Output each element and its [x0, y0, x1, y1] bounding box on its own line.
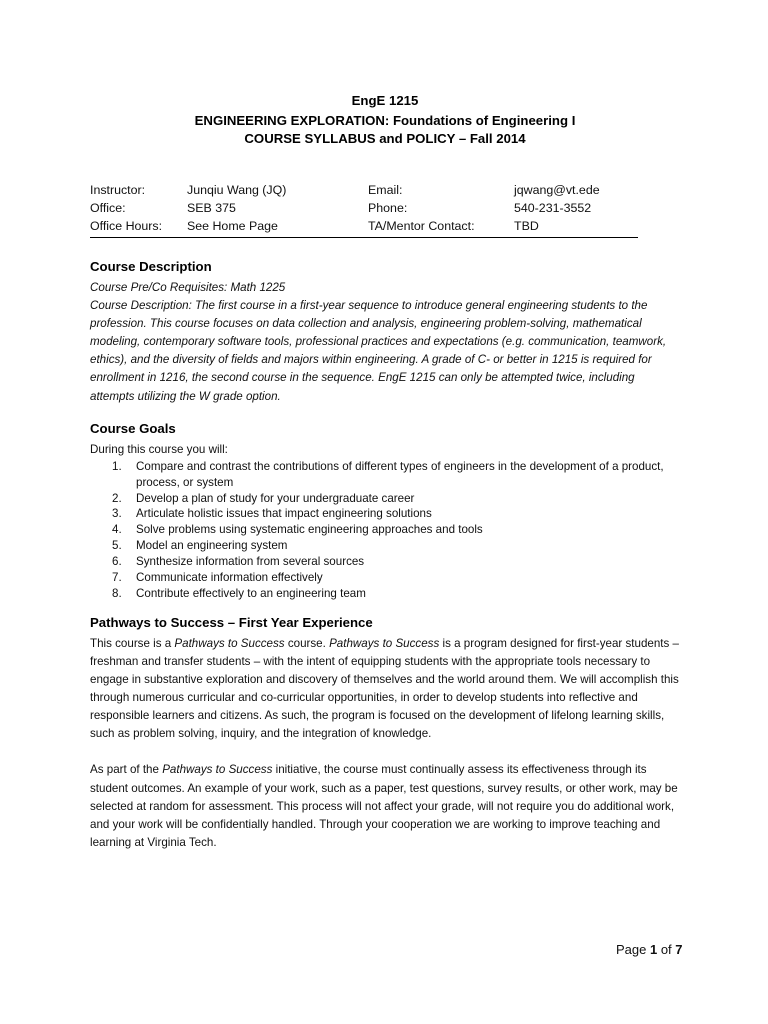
p1-pathways-emphasis-2: Pathways to Success	[329, 636, 440, 650]
hours-label: Office Hours:	[90, 217, 187, 238]
pathways-paragraph-1	[90, 635, 680, 744]
course-description-text: Course Description: The first course in a first-year sequence to introduce general engineering students to the profession. This course focuses on data collection and analysis, engineering problem-solving, mathematical modeling, contemporary software tools, professional practices and expectations (e.g. communication, teamwork, ethics), and the diversity of fields and majors within engineering. A grade of C- or better in 1215 is required for enrollment in 1216, the second course in the sequence. EngE 1215 can only be attempted twice, including attempts utilizing the W grade option.	[90, 299, 667, 403]
email-value: jqwang@vt.ede	[514, 183, 600, 197]
goals-intro: During this course you will:	[90, 442, 228, 456]
goal-item	[90, 522, 680, 538]
email-label: Email:	[368, 183, 403, 197]
p2-text-a: As part of the	[90, 763, 163, 777]
goal-text: Communicate information effectively	[136, 571, 323, 585]
p1-text-a: This course is a	[90, 636, 175, 650]
goal-text: Contribute effectively to an engineering team	[136, 587, 366, 600]
p1-text-e: is a program designed for first-year students – freshman and transfer students – with the intent of equipping students with the appropriate tools necessary to engage in substantive exploration and discovery of themselves and the world around them. We will accomplish this through numerous curricular and co-curricular opportunities, in order to develop students into reflective and responsible learners and citizens. As such, the program is focused on the development of lifelong learning skills, such as problem solving, inquiry, and the integration of knowledge.	[90, 636, 679, 741]
p1-pathways-emphasis-1: Pathways to Success	[174, 636, 285, 650]
course-goals-heading: Course Goals	[90, 420, 176, 436]
goal-text: Articulate holistic issues that impact engineering solutions	[136, 507, 432, 521]
goal-item	[90, 459, 680, 491]
goal-text: Model an engineering system	[136, 539, 288, 553]
hours-value: See Home Page	[187, 217, 368, 238]
course-code: EngE 1215	[351, 93, 419, 108]
goal-number: 4.	[112, 523, 122, 537]
goal-number: 8.	[112, 587, 122, 600]
goal-number: 5.	[112, 539, 122, 553]
page-current: 1	[649, 942, 658, 957]
page-number	[616, 942, 683, 957]
goal-item	[90, 506, 680, 522]
goal-number: 7.	[112, 571, 122, 585]
page-word: Page	[616, 942, 650, 957]
goal-item	[90, 586, 680, 602]
goal-item	[90, 491, 680, 507]
ta-value: TBD	[514, 217, 638, 238]
goal-text: Develop a plan of study for your undergraduate career	[136, 491, 415, 505]
phone-value: 540-231-3552	[514, 201, 592, 215]
prerequisites-text: Course Pre/Co Requisites: Math 1225	[90, 281, 286, 294]
pathways-paragraph-2	[90, 761, 680, 851]
goal-item	[90, 538, 680, 554]
office-label: Office:	[90, 201, 126, 215]
ta-label: TA/Mentor Contact:	[368, 217, 514, 238]
pathways-heading: Pathways to Success – First Year Experience	[90, 614, 373, 630]
info-row-hours	[90, 217, 638, 238]
goal-item	[90, 554, 680, 570]
goal-text: Solve problems using systematic engineering approaches and tools	[136, 523, 483, 537]
syllabus-line: COURSE SYLLABUS and POLICY – Fall 2014	[244, 131, 526, 146]
goal-number: 6.	[112, 555, 122, 569]
info-row-instructor	[90, 181, 638, 199]
page-content	[90, 92, 680, 852]
course-description-section	[90, 258, 680, 406]
p1-text-c: course.	[284, 636, 330, 650]
p2-pathways-emphasis: Pathways to Success	[162, 763, 273, 777]
goal-number: 1.	[112, 459, 122, 473]
goal-number: 2.	[112, 491, 122, 505]
goal-item	[90, 570, 680, 586]
course-title: ENGINEERING EXPLORATION: Foundations of Engineering I	[194, 113, 576, 128]
goal-text: Compare and contrast the contributions of different types of engineers in the development of a product, process, or system	[136, 459, 664, 489]
instructor-label: Instructor:	[90, 183, 146, 197]
contact-info-table	[90, 181, 638, 238]
goal-number: 3.	[112, 507, 122, 521]
phone-label: Phone:	[368, 201, 408, 215]
course-description-heading: Course Description	[90, 259, 212, 274]
instructor-value: Junqiu Wang (JQ)	[187, 183, 287, 197]
office-value: SEB 375	[187, 201, 236, 215]
goals-list	[90, 459, 680, 602]
course-goals-section	[90, 420, 680, 602]
page-total: 7	[675, 942, 683, 957]
info-row-office	[90, 199, 638, 217]
p2-text-c: initiative, the course must continually assess its effectiveness through its student outcomes. An example of your work, such as a paper, test questions, survey results, or other work, may be selected at random for assessment. This process will not affect your grade, will not require you do additional work, and your work will be confidentially handled. Through your cooperation we are working to improve teaching and learning at Virginia Tech.	[90, 763, 678, 849]
of-word: of	[657, 942, 676, 957]
goal-text: Synthesize information from several sources	[136, 555, 365, 569]
pathways-section	[90, 614, 680, 852]
